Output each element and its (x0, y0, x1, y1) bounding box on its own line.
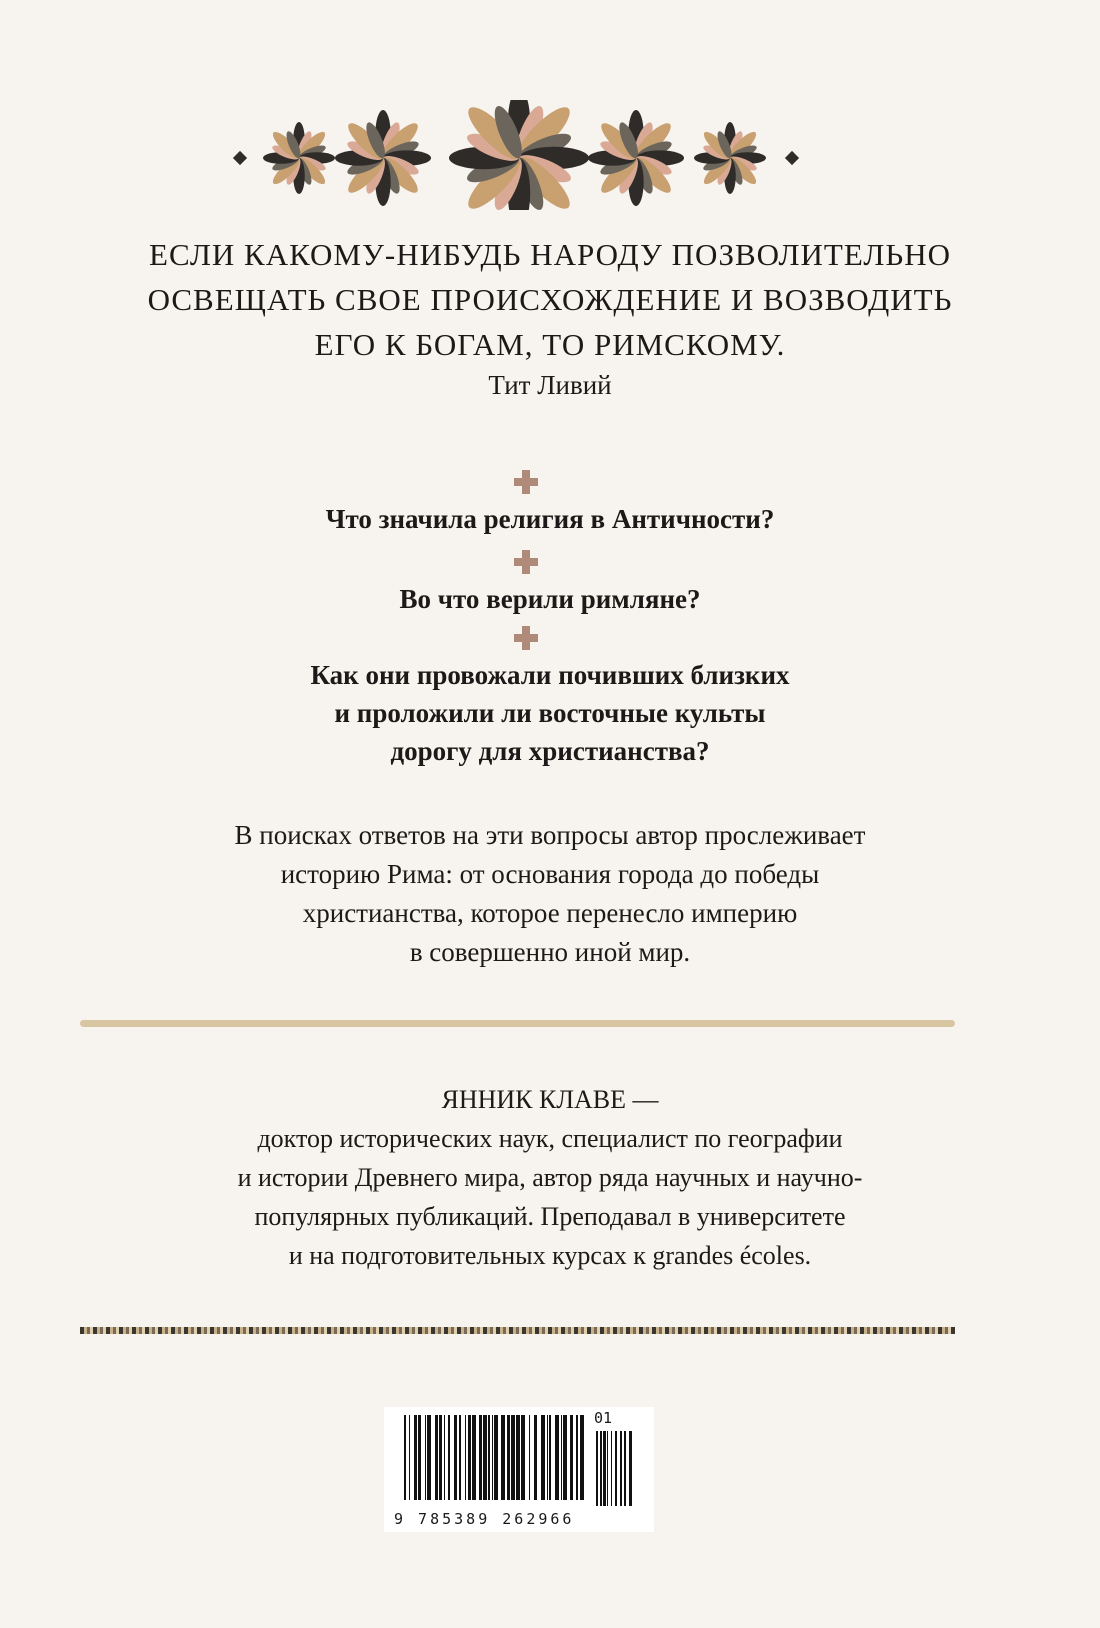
barcode-bar (607, 1431, 608, 1506)
barcode-bar (479, 1415, 482, 1500)
barcode-bar (501, 1415, 505, 1500)
barcode-bar (561, 1415, 562, 1500)
barcode-bar (547, 1415, 548, 1500)
description-line: христианства, которое перенесло империю (302, 898, 798, 928)
barcode-bar (492, 1415, 493, 1500)
bio-line: и на подготовительных курсах к grandes écoles. (288, 1241, 812, 1270)
barcode-bar (580, 1415, 584, 1500)
barcode-bar (483, 1415, 487, 1500)
barcode-bar (448, 1415, 450, 1500)
barcode-bar (414, 1415, 417, 1500)
barcode-bar (541, 1415, 545, 1500)
barcode-bar (576, 1415, 578, 1500)
diamond-icon (785, 151, 799, 165)
barcode-bar (555, 1415, 559, 1500)
barcode-bar (611, 1431, 612, 1506)
question-line: Во что верили римляне? (399, 584, 701, 614)
barcode-bar (444, 1415, 445, 1500)
quote-line: ОСВЕЩАТЬ СВОЕ ПРОИСХОЖДЕНИЕ И ВОЗВОДИТЬ (147, 282, 953, 317)
quote-author: Тит Ливий (488, 370, 612, 400)
author-bio (0, 1080, 1100, 1275)
description-line: историю Рима: от основания города до победы (280, 859, 820, 889)
bio-line: доктор исторических наук, специалист по географии (257, 1124, 843, 1153)
barcode-bar (409, 1415, 410, 1500)
quote-line: ЕГО К БОГАМ, ТО РИМСКОМУ. (314, 327, 786, 362)
mosaic-flower-icon (449, 100, 589, 210)
barcode-bar (404, 1415, 406, 1500)
mosaic-flower-icon (263, 122, 335, 194)
barcode-bar (468, 1415, 471, 1500)
mosaic-flower-icon (335, 110, 431, 206)
barcode-bar (529, 1415, 530, 1500)
barcode-bar (521, 1415, 525, 1500)
barcode-bar (427, 1415, 431, 1500)
divider (80, 1020, 955, 1027)
description (0, 816, 1100, 972)
diamond-icon (233, 151, 247, 165)
barcode-bars (404, 1415, 639, 1510)
question-2 (0, 580, 1100, 618)
barcode-bar (596, 1431, 598, 1506)
barcode-bar (620, 1431, 622, 1506)
barcode-bar (472, 1415, 476, 1500)
barcode-bar (570, 1415, 573, 1500)
barcode-bar (615, 1431, 617, 1506)
barcode-bar (600, 1431, 602, 1506)
ornament-row (0, 100, 1100, 210)
cross-icon (514, 550, 538, 574)
question-line: дорогу для христианства? (390, 736, 710, 766)
barcode-bar (603, 1431, 606, 1506)
bio-line: популярных публикаций. Преподавал в университете (254, 1202, 846, 1231)
barcode-number: 9 785389 262966 (394, 1510, 575, 1528)
cross-icon (514, 470, 538, 494)
barcode-bar (465, 1415, 466, 1500)
barcode-bar (435, 1415, 438, 1500)
question-line: Как они провожали почивших близких (310, 660, 790, 690)
description-line: в совершенно иной мир. (409, 937, 691, 967)
barcode-bar (488, 1415, 490, 1500)
description-line: В поисках ответов на эти вопросы автор прослеживает (234, 820, 866, 850)
barcode-addon: 01 (594, 1409, 613, 1427)
question-line: и проложили ли восточные культы (334, 698, 766, 728)
mosaic-flower-icon (588, 110, 684, 206)
question-line: Что значила религия в Античности? (325, 504, 775, 534)
barcode-bar (549, 1415, 551, 1500)
barcode-bar (507, 1415, 510, 1500)
mosaic-flower-icon (694, 122, 766, 194)
barcode-bar (511, 1415, 515, 1500)
question-1 (0, 500, 1100, 538)
bio-line: и истории Древнего мира, автор ряда научных и научно- (237, 1163, 863, 1192)
barcode-bar (563, 1415, 567, 1500)
bio-line: ЯННИК КЛАВЕ — (441, 1085, 659, 1114)
question-3 (0, 656, 1100, 770)
barcode-bar (534, 1415, 537, 1500)
cross-icon (514, 626, 538, 650)
barcode-bar (516, 1415, 520, 1500)
barcode (384, 1407, 654, 1532)
barcode-bar (418, 1415, 421, 1500)
barcode-bar (494, 1415, 498, 1500)
epigraph-quote (0, 232, 1100, 367)
barcode-bar (459, 1415, 461, 1500)
mosaic-divider (80, 1327, 955, 1334)
barcode-bar (629, 1431, 632, 1506)
barcode-bar (454, 1415, 457, 1500)
quote-line: ЕСЛИ КАКОМУ-НИБУДЬ НАРОДУ ПОЗВОЛИТЕЛЬНО (149, 237, 951, 272)
barcode-bar (439, 1415, 442, 1500)
barcode-bar (624, 1431, 626, 1506)
barcode-bar (425, 1415, 426, 1500)
